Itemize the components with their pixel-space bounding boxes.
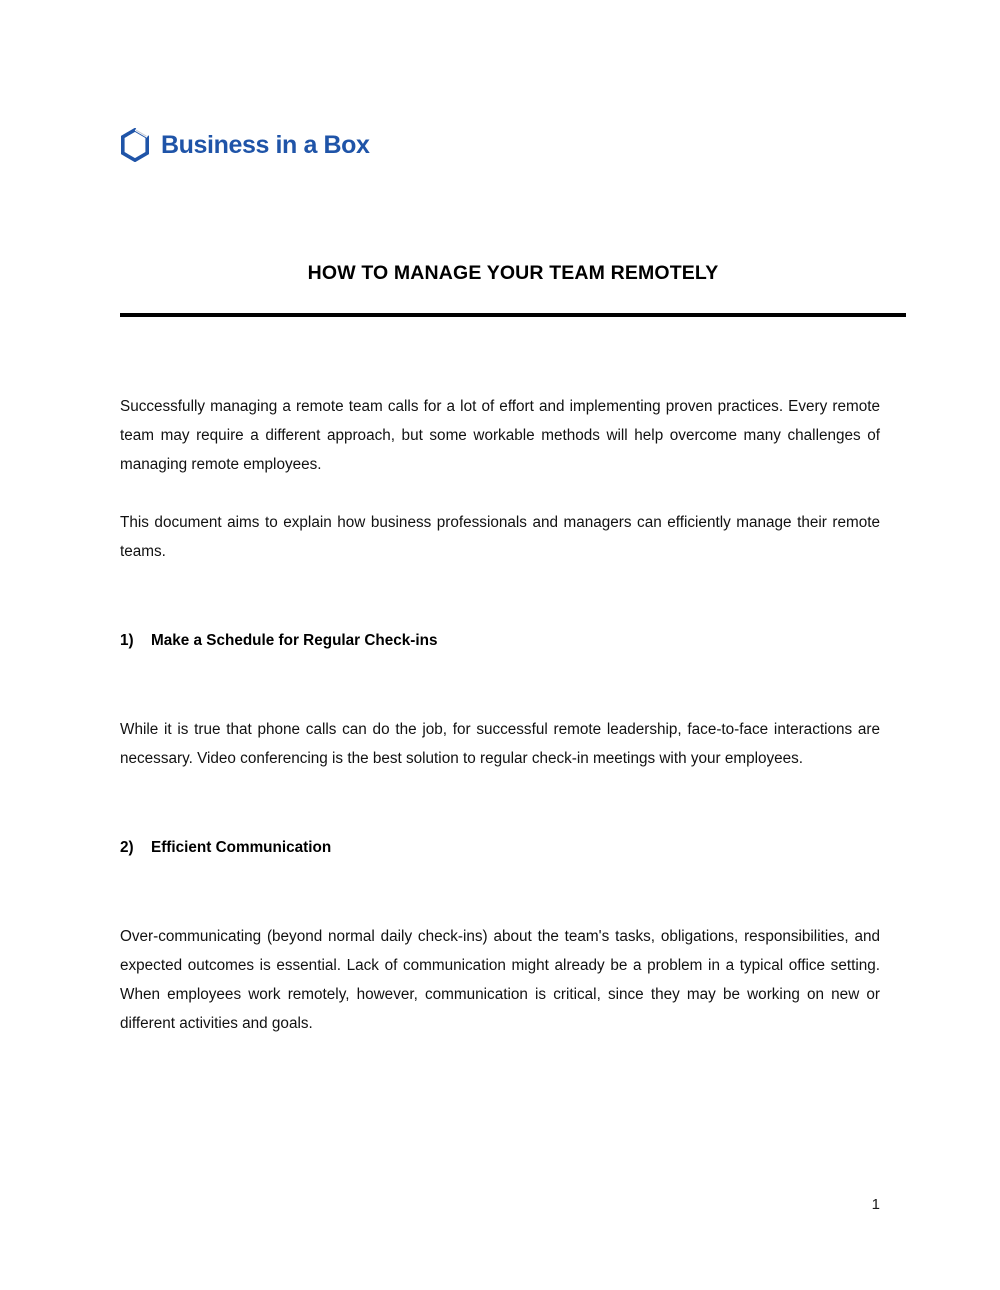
title-divider xyxy=(120,313,906,317)
document-body xyxy=(120,392,880,1038)
heading-body-spacer xyxy=(120,655,880,715)
page-number: 1 xyxy=(871,1196,880,1213)
paragraph-spacer xyxy=(120,479,880,508)
page-title: HOW TO MANAGE YOUR TEAM REMOTELY xyxy=(307,262,719,284)
section-heading-1 xyxy=(120,626,880,655)
section-number-2: 2) xyxy=(120,839,134,856)
heading-body-spacer xyxy=(120,862,880,922)
section-heading-2 xyxy=(120,833,880,862)
section-spacer xyxy=(120,773,880,833)
section-number-1: 1) xyxy=(120,632,134,649)
section-spacer xyxy=(120,566,880,626)
brand-name: Business in a Box xyxy=(161,130,370,159)
intro-paragraph-1: Successfully managing a remote team calls for a lot of effort and implementing proven practices. Every remote team may require a different approach, but some workable methods will help overcome many challenges of managing remote employees. xyxy=(120,398,880,473)
section-heading-text-2: Efficient Communication xyxy=(151,839,332,856)
brand-logo[interactable] xyxy=(120,128,370,162)
section-heading-text-1: Make a Schedule for Regular Check-ins xyxy=(151,632,438,649)
hexagon-outline-icon xyxy=(120,128,150,162)
section-body-2: Over-communicating (beyond normal daily check-ins) about the team's tasks, obligations, responsibilities, and expected outcomes is essential. Lack of communication might already be a problem in a typical office setting. When employees work remotely, however, communication is critical, since they may be working on new or different activities and goals. xyxy=(120,928,880,1032)
intro-paragraph-2: This document aims to explain how business professionals and managers can efficiently manage their remote teams. xyxy=(120,514,880,560)
section-body-1: While it is true that phone calls can do the job, for successful remote leadership, face-to-face interactions are necessary. Video conferencing is the best solution to regular check-in meetings with your employees. xyxy=(120,721,880,767)
